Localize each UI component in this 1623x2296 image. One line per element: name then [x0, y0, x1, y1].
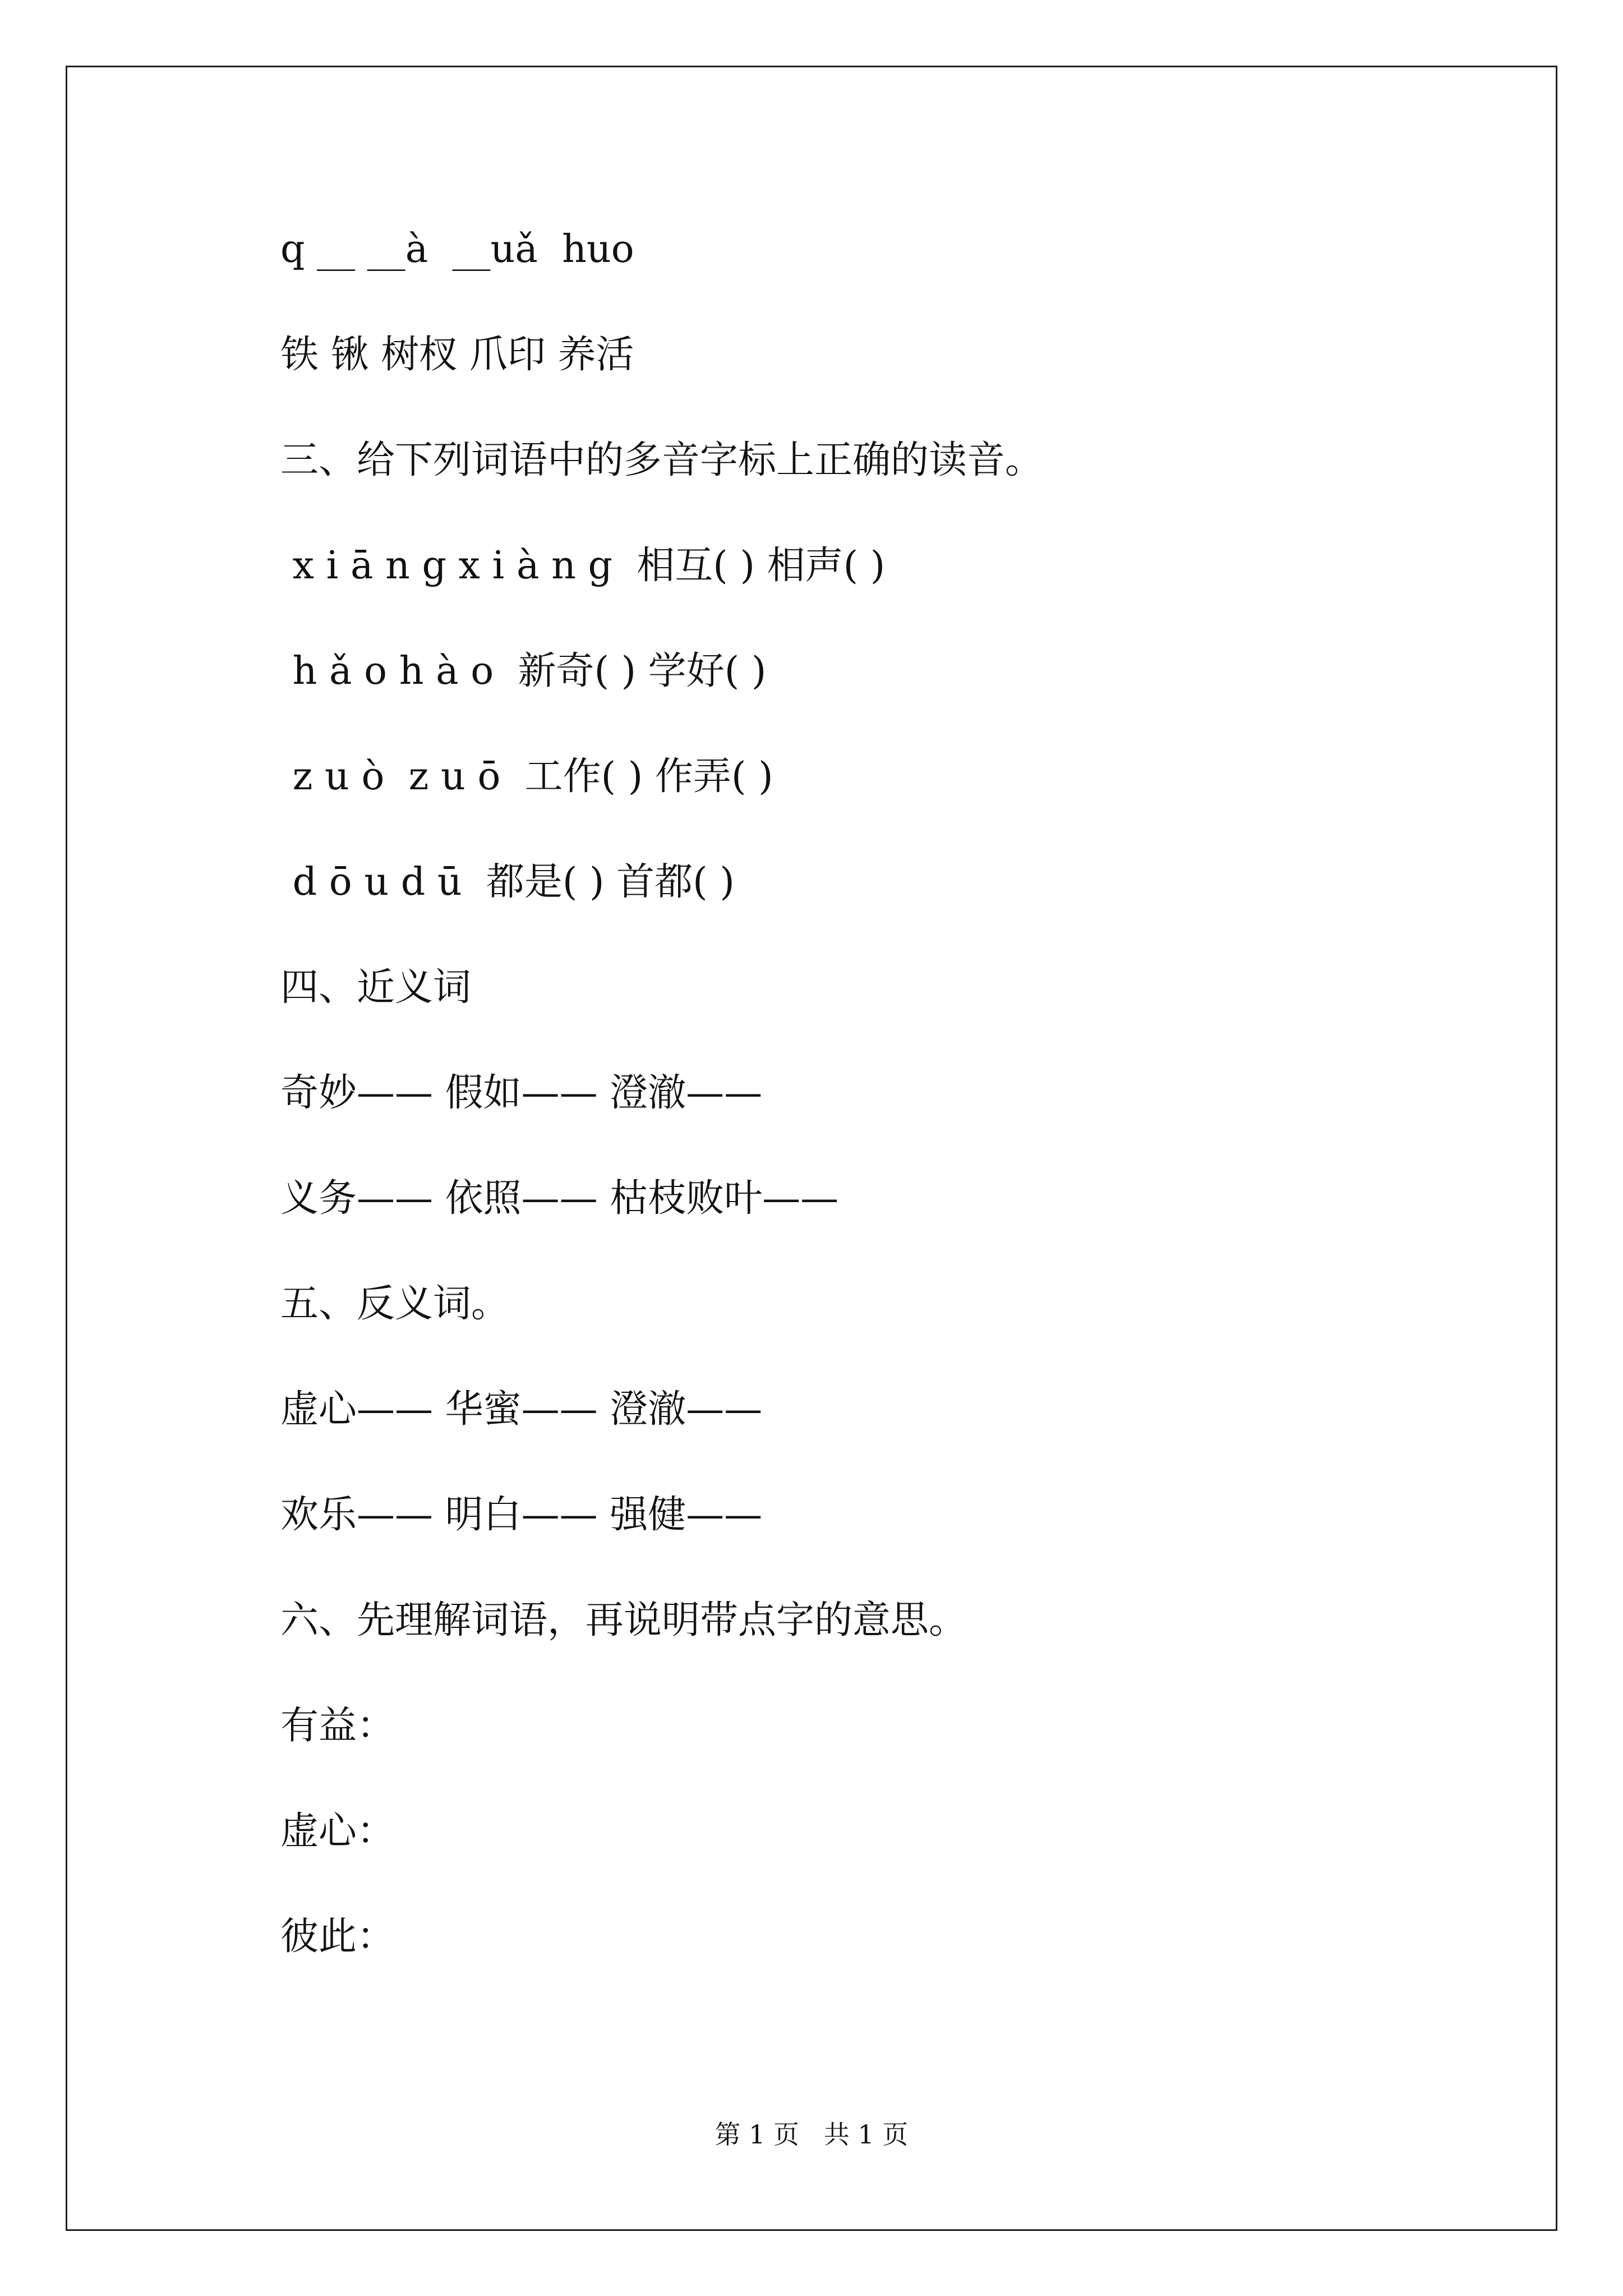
- antonym-line-1: 虚心—— 华蜜—— 澄澈——: [280, 1387, 763, 1432]
- polyphone-item-hao: h ǎ o h à o 新奇( ) 学好( ): [280, 649, 767, 693]
- synonym-line-2: 义务—— 依照—— 枯枝败叶——: [280, 1176, 839, 1221]
- explain-item-bici: 彼此：: [280, 1915, 395, 1959]
- polyphone-item-xiang: x i ā n g x i à n g 相互( ) 相声( ): [280, 544, 886, 588]
- section-4-heading: 四、近义词: [280, 965, 472, 1010]
- polyphone-item-dou: d ō u d ū 都是( ) 首都( ): [280, 860, 735, 904]
- synonym-line-1: 奇妙—— 假如—— 澄澈——: [280, 1071, 763, 1115]
- section-5-heading: 五、反义词。: [280, 1282, 510, 1326]
- pinyin-blank-line: q __ __à __uǎ huo: [280, 227, 634, 272]
- explain-item-youyi: 有益：: [280, 1704, 395, 1748]
- word-list-line: 铁 锹 树杈 爪印 养活: [280, 333, 634, 377]
- antonym-line-2: 欢乐—— 明白—— 强健——: [280, 1493, 763, 1537]
- explain-item-xuxin: 虚心：: [280, 1809, 395, 1853]
- section-3-heading: 三、给下列词语中的多音字标上正确的读音。: [280, 438, 1044, 482]
- page-border: [66, 66, 1557, 2231]
- page-number-footer: 第 1 页 共 1 页: [714, 2119, 909, 2150]
- polyphone-item-zuo: z u ò z u ō 工作( ) 作弄( ): [280, 754, 773, 799]
- section-6-heading: 六、先理解词语，再说明带点字的意思。: [280, 1598, 967, 1642]
